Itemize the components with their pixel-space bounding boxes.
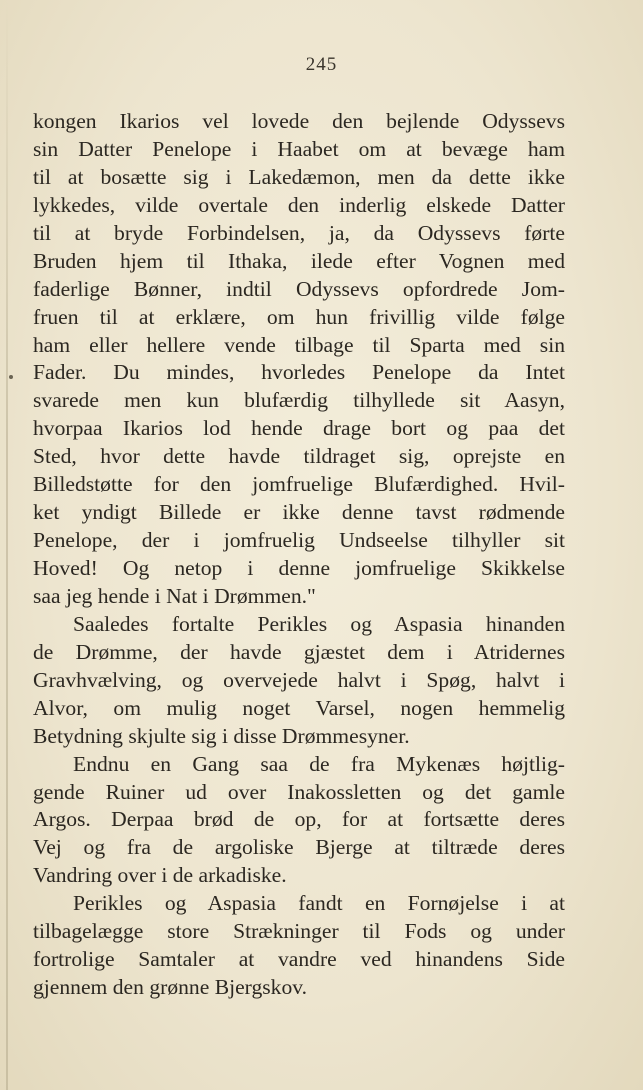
text-line: til at bosætte sig i Lakedæmon, men da dette ikke <box>33 164 565 189</box>
text-line: sin Datter Penelope i Haabet om at bevæge ham <box>33 136 565 161</box>
text-line: de Drømme, der havde gjæstet dem i Atridernes <box>33 639 565 664</box>
body-text <box>33 108 565 1002</box>
text-line: Gravhvælving, og overvejede halvt i Spøg, halvt i <box>33 667 565 692</box>
text-line: Argos. Derpaa brød de op, for at fortsætte deres <box>33 807 565 832</box>
text-line: gende Ruiner ud over Inakossletten og det gamle <box>33 779 565 804</box>
text-line: fortrolige Samtaler at vandre ved hinandens Side <box>33 947 565 972</box>
margin-mark <box>9 375 13 379</box>
text-line: svarede men kun blufærdig tilhyllede sit Aasyn, <box>33 388 565 413</box>
page-number: 245 <box>305 54 338 75</box>
text-line: fruen til at erklære, om hun frivillig vilde følge <box>33 304 565 329</box>
text-line: tilbagelægge store Strækninger til Fods og under <box>33 919 565 944</box>
text-line: Vej og fra de argoliske Bjerge at tiltræde deres <box>33 835 565 860</box>
text-line: ham eller hellere vende tilbage til Sparta med sin <box>33 332 565 357</box>
text-line: til at bryde Forbindelsen, ja, da Odyssevs førte <box>33 220 565 245</box>
text-line: ket yndigt Billede er ikke denne tavst rødmende <box>33 500 565 525</box>
paragraph-start-line: Perikles og Aspasia fandt en Fornøjelse i at <box>73 891 565 916</box>
text-line: Sted, hvor dette havde tildraget sig, oprejste en <box>33 444 565 469</box>
text-line: Billedstøtte for den jomfruelige Blufærdighed. Hvil- <box>33 472 565 497</box>
paragraph-end-line: gjennem den grønne Bjergskov. <box>33 975 308 1000</box>
page-gutter-edge <box>6 0 8 1090</box>
text-line: Fader. Du mindes, hvorledes Penelope da Intet <box>33 360 565 385</box>
paragraph-end-line: Betydning skjulte sig i disse Drømmesyner. <box>33 723 410 748</box>
paragraph-start-line: Endnu en Gang saa de fra Mykenæs højtlig- <box>73 751 565 776</box>
text-line: lykkedes, vilde overtale den inderlig elskede Datter <box>33 192 565 217</box>
text-line: faderlige Bønner, indtil Odyssevs opfordrede Jom- <box>33 276 565 301</box>
text-line: Hoved! Og netop i denne jomfruelige Skikkelse <box>33 556 565 580</box>
paragraph-end-line: Vandring over i de arkadiske. <box>33 863 287 888</box>
text-line: Penelope, der i jomfruelig Undseelse tilhyller sit <box>33 528 565 553</box>
paragraph-end-line: saa jeg hende i Nat i Drømmen." <box>33 583 316 608</box>
text-line: Bruden hjem til Ithaka, ilede efter Vognen med <box>33 248 565 273</box>
text-line: Alvor, om mulig noget Varsel, nogen hemmelig <box>33 695 565 720</box>
paragraph-start-line: Saaledes fortalte Perikles og Aspasia hinanden <box>73 611 565 636</box>
text-line: kongen Ikarios vel lovede den bejlende Odyssevs <box>33 109 565 133</box>
text-line: hvorpaa Ikarios lod hende drage bort og paa det <box>33 416 565 441</box>
